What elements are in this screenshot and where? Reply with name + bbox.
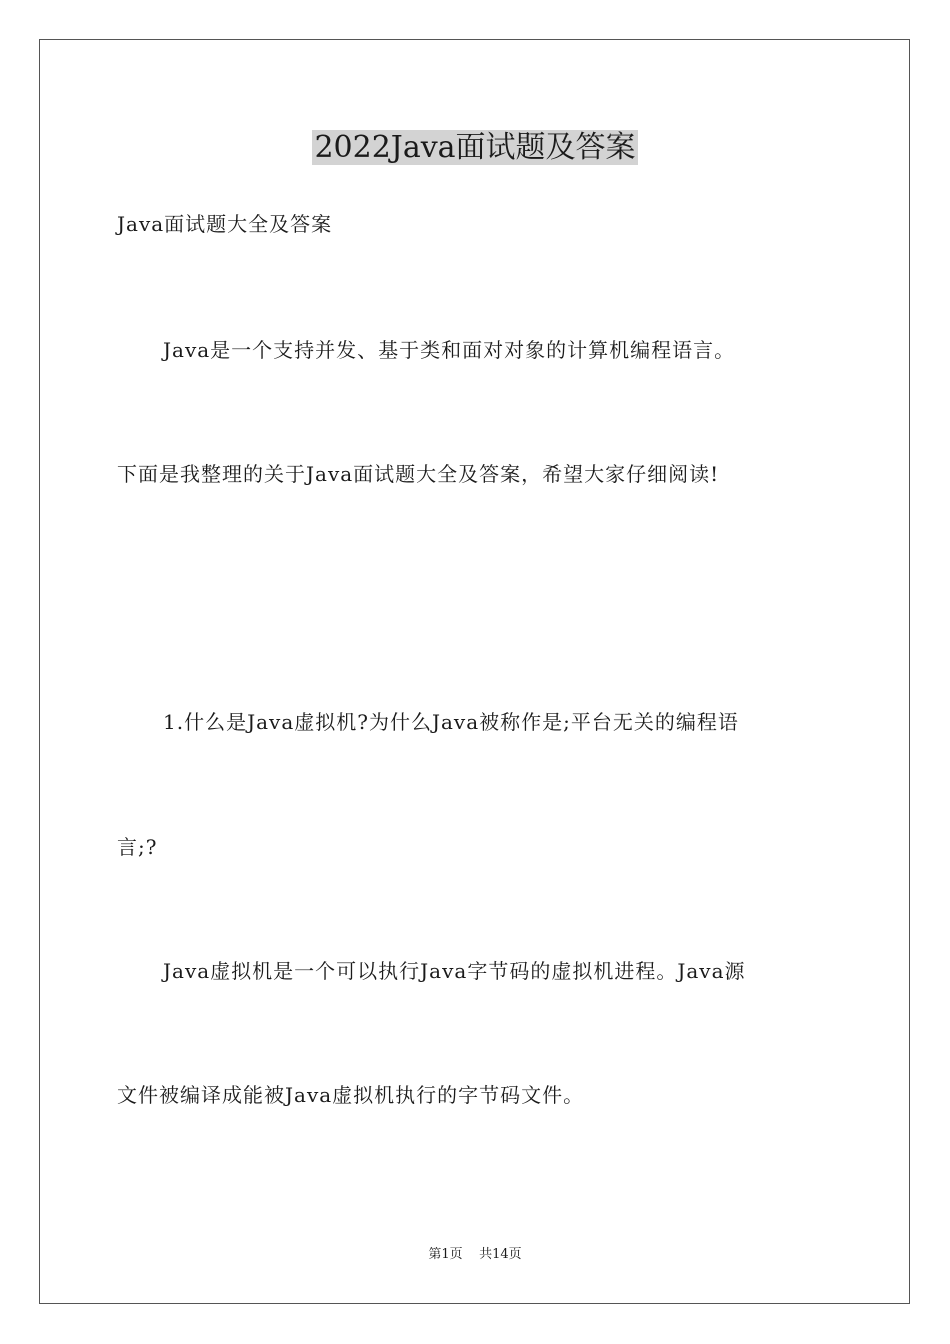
subtitle-line: Java面试题大全及答案 (117, 212, 333, 236)
answer-line: 文件被编译成能被Java虚拟机执行的字节码文件。 (117, 1083, 585, 1107)
page-number-footer: 第1页 共14页 (428, 1247, 522, 1262)
question-line: 1.什么是Java虚拟机?为什么Java被称作是;平台无关的编程语 (163, 710, 739, 734)
document-title: 2022Java面试题及答案 (314, 130, 636, 165)
question-line: 言;? (117, 835, 158, 859)
paragraph-line: 下面是我整理的关于Java面试题大全及答案，希望大家仔细阅读! (117, 462, 720, 486)
answer-line: Java虚拟机是一个可以执行Java字节码的虚拟机进程。Java源 (163, 959, 746, 983)
paragraph-line: Java是一个支持并发、基于类和面对对象的计算机编程语言。 (163, 338, 736, 362)
